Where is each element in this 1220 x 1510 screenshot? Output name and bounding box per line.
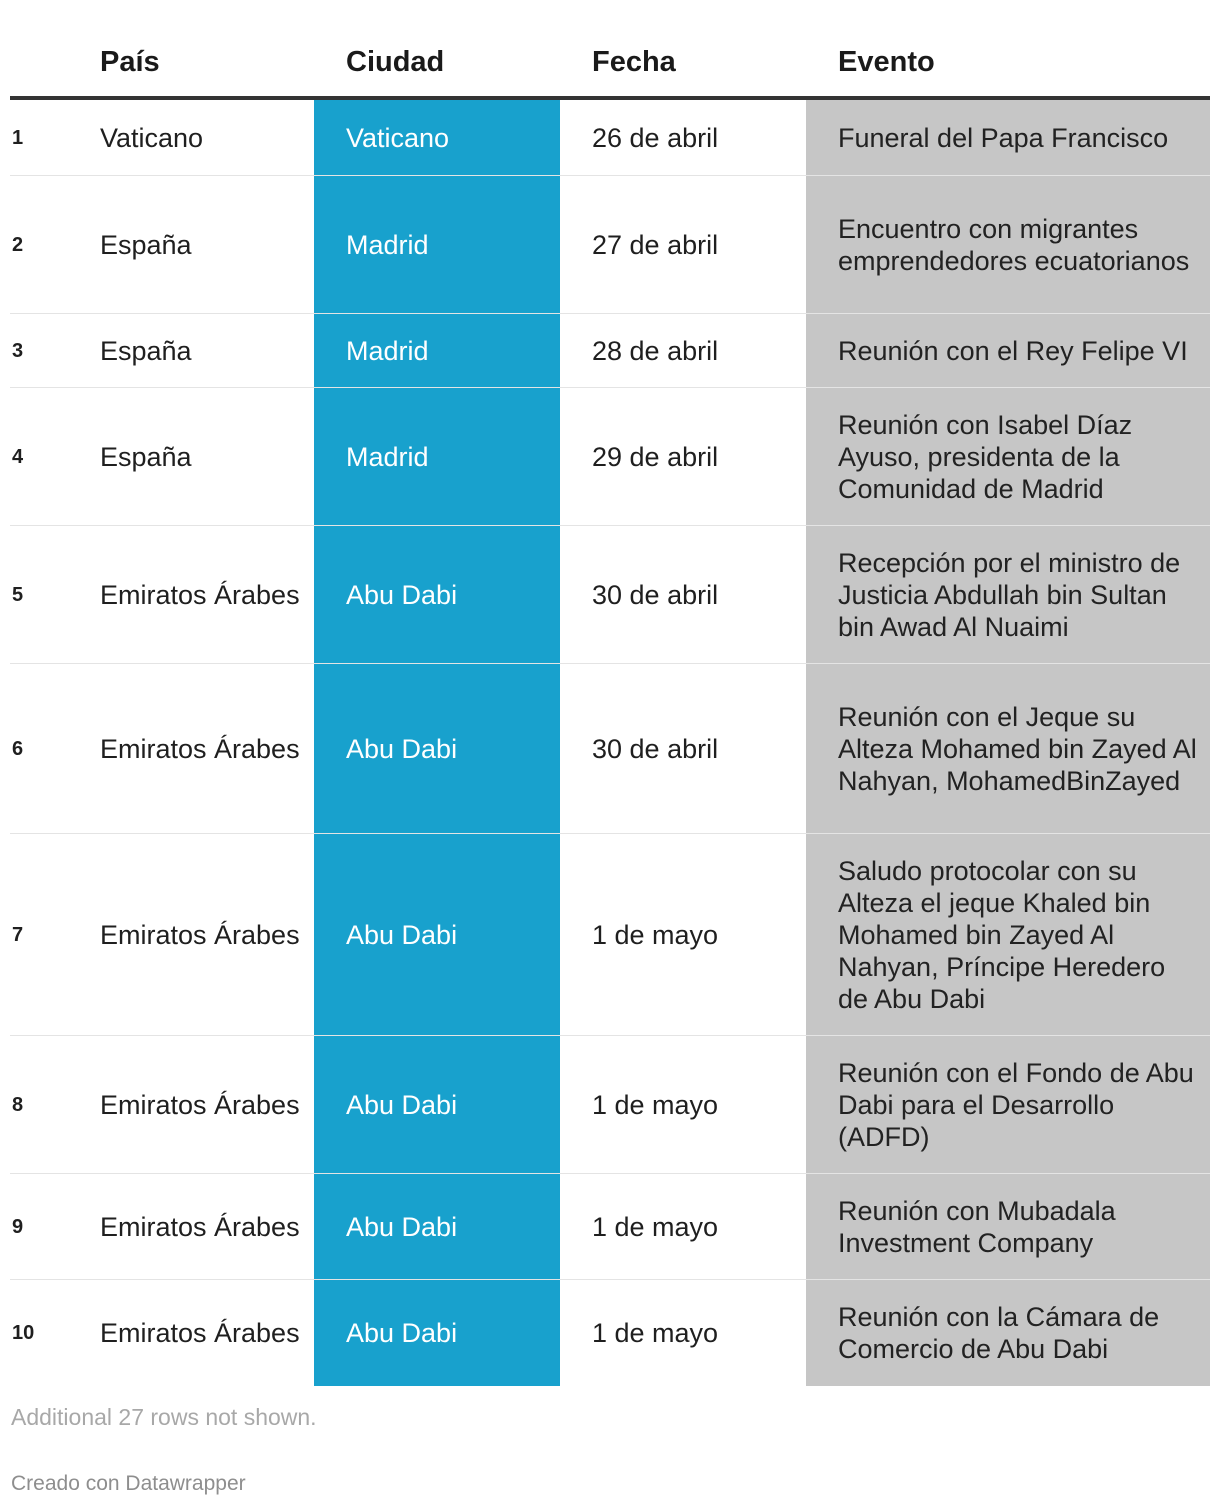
cell-evento: Reunión con Mubadala Investment Company (806, 1174, 1210, 1279)
cell-evento: Encuentro con migrantes emprendedores ecuatorianos (806, 176, 1210, 313)
cell-fecha: 1 de mayo (592, 1211, 719, 1242)
cell-pais: Emiratos Árabes (100, 1211, 300, 1242)
table-row (10, 176, 1210, 314)
header-evento[interactable]: Evento (838, 45, 935, 78)
cell-fecha: 30 de abril (592, 733, 719, 764)
cell-ciudad: Abu Dabi (314, 664, 560, 833)
cell-fecha: 27 de abril (592, 229, 719, 260)
cell-ciudad: Vaticano (314, 100, 560, 175)
cell-pais: España (100, 229, 192, 260)
cell-fecha: 30 de abril (592, 579, 719, 610)
header-ciudad[interactable]: Ciudad (346, 45, 445, 78)
cell-ciudad: Abu Dabi (314, 1174, 560, 1279)
row-number: 9 (12, 1215, 24, 1238)
cell-pais: España (100, 335, 192, 366)
cell-pais: Emiratos Árabes (100, 733, 300, 764)
cell-fecha: 1 de mayo (592, 919, 719, 950)
cell-pais: Emiratos Árabes (100, 919, 300, 950)
cell-evento: Funeral del Papa Francisco (806, 100, 1210, 175)
header-pais[interactable]: País (100, 45, 160, 78)
cell-pais: Emiratos Árabes (100, 1089, 300, 1120)
datawrapper-credit: Creado con Datawrapper (11, 1472, 246, 1495)
cell-evento: Reunión con el Rey Felipe VI (806, 314, 1210, 387)
header-fecha[interactable]: Fecha (592, 45, 676, 78)
table-row (10, 834, 1210, 1036)
cell-evento: Reunión con Isabel Díaz Ayuso, presidenta de la Comunidad de Madrid (806, 388, 1210, 525)
row-number: 8 (12, 1093, 24, 1116)
cell-fecha: 29 de abril (592, 441, 719, 472)
row-number: 3 (12, 339, 24, 362)
cell-pais: Emiratos Árabes (100, 1318, 300, 1348)
table-body (10, 100, 1210, 1386)
table-row (10, 314, 1210, 388)
cell-pais: España (100, 441, 192, 472)
cell-ciudad: Madrid (314, 388, 560, 525)
table-row (10, 388, 1210, 526)
table-row (10, 526, 1210, 664)
cell-fecha: 28 de abril (592, 335, 719, 366)
cell-evento: Saludo protocolar con su Alteza el jeque Khaled bin Mohamed bin Zayed Al Nahyan, Príncipe Heredero de Abu Dabi (806, 834, 1210, 1035)
cell-fecha: 1 de mayo (592, 1089, 719, 1120)
cell-ciudad: Abu Dabi (314, 1036, 560, 1173)
row-number: 2 (12, 233, 24, 256)
cell-ciudad: Abu Dabi (314, 834, 560, 1035)
cell-fecha: 1 de mayo (592, 1318, 719, 1348)
cell-evento: Reunión con el Jeque su Alteza Mohamed bin Zayed Al Nahyan, MohamedBinZayed (806, 664, 1210, 833)
row-number: 10 (12, 1322, 35, 1344)
cell-ciudad: Abu Dabi (314, 526, 560, 663)
cell-ciudad: Abu Dabi (314, 1280, 560, 1386)
table-row (10, 100, 1210, 176)
cell-evento: Reunión con la Cámara de Comercio de Abu Dabi (806, 1280, 1210, 1386)
cell-ciudad: Madrid (314, 314, 560, 387)
rows-not-shown-note: Additional 27 rows not shown. (11, 1404, 317, 1430)
header-number (10, 0, 90, 96)
row-number: 6 (12, 737, 24, 760)
table-header (10, 0, 1210, 100)
table-row (10, 1174, 1210, 1280)
cell-pais: Vaticano (100, 122, 204, 153)
cell-fecha: 26 de abril (592, 122, 719, 153)
row-number: 4 (12, 445, 24, 468)
cell-ciudad: Madrid (314, 176, 560, 313)
cell-evento: Recepción por el ministro de Justicia Abdullah bin Sultan bin Awad Al Nuaimi (806, 526, 1210, 663)
table-row (10, 664, 1210, 834)
cell-evento: Reunión con el Fondo de Abu Dabi para el Desarrollo (ADFD) (806, 1036, 1210, 1173)
table-row (10, 1280, 1210, 1386)
row-number: 7 (12, 923, 24, 946)
cell-pais: Emiratos Árabes (100, 579, 300, 610)
table-row (10, 1036, 1210, 1174)
events-table (10, 0, 1210, 1386)
row-number: 5 (12, 583, 24, 606)
row-number: 1 (12, 126, 24, 149)
